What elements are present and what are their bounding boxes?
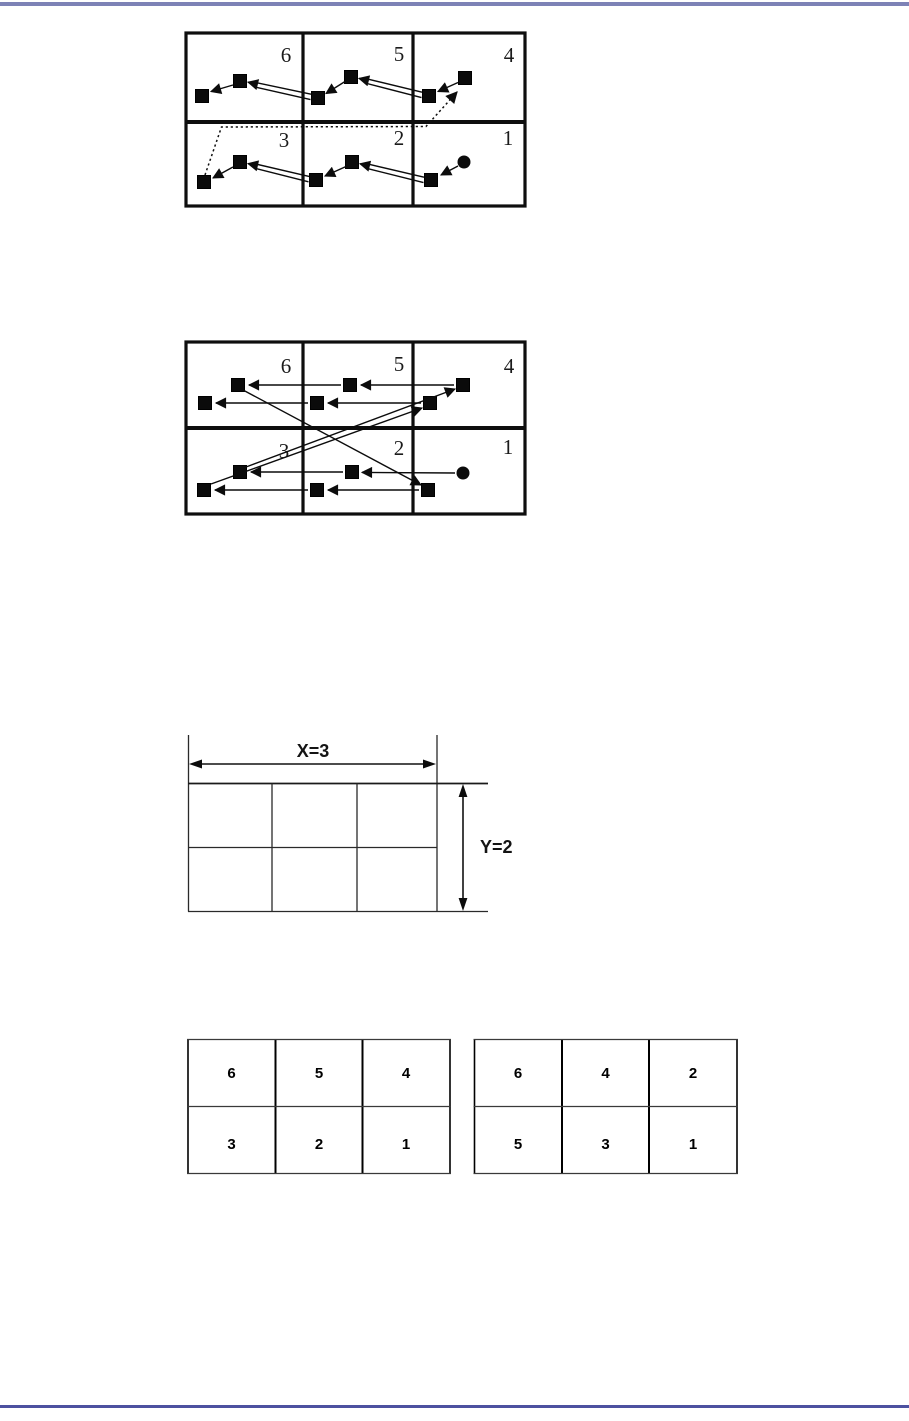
cell-number: 1 [401,1136,411,1153]
figure-line-scan [183,336,529,520]
cell-label: 1 [502,435,514,459]
grid-lines [186,342,525,514]
cell-number: 5 [314,1065,324,1082]
figure-cell-numbering [183,1034,743,1180]
cell-label: 3 [278,439,290,463]
right-grid-numbers [514,1065,697,1153]
y-dimension-arrow [459,784,468,911]
cell-number: 1 [688,1136,698,1153]
left-grid-numbers [227,1065,411,1153]
cell-number: 6 [227,1065,236,1082]
right-grid-lines [474,1039,739,1174]
cell-number: 6 [513,1065,523,1082]
left-grid-lines [187,1039,451,1174]
cell-label: 5 [393,42,405,66]
cell-number: 2 [688,1065,698,1082]
x-dimension-label: X=3 [296,741,330,761]
double-arrow-c2-c3 [248,164,309,182]
cell-number: 5 [513,1136,523,1153]
grid-lines [186,33,525,206]
header-rule [0,2,909,6]
figure-meander-scan [183,28,529,212]
cell-label: 4 [503,43,515,67]
cell-label: 3 [278,128,290,152]
cell-number: 3 [227,1136,236,1153]
measure-points [198,379,470,497]
cell-label: 4 [503,354,515,378]
start-dot [458,156,471,169]
y-dimension-label: Y=2 [480,837,513,857]
cell-label: 2 [393,126,405,150]
cell-number: 4 [601,1065,610,1082]
cell-label: 6 [280,354,292,378]
grid-lines [188,735,488,912]
cell-number: 4 [401,1065,411,1082]
scan-path-arrows [211,385,455,490]
cell-number: 3 [601,1136,610,1153]
figure-xy-dimensions [180,728,528,920]
cell-number: 2 [314,1136,324,1153]
cell-label: 2 [393,436,405,460]
cell-label: 6 [280,43,292,67]
cell-label: 1 [502,126,514,150]
cell-label: 5 [393,352,405,376]
footer-rule [0,1405,909,1408]
start-dot [457,467,470,480]
